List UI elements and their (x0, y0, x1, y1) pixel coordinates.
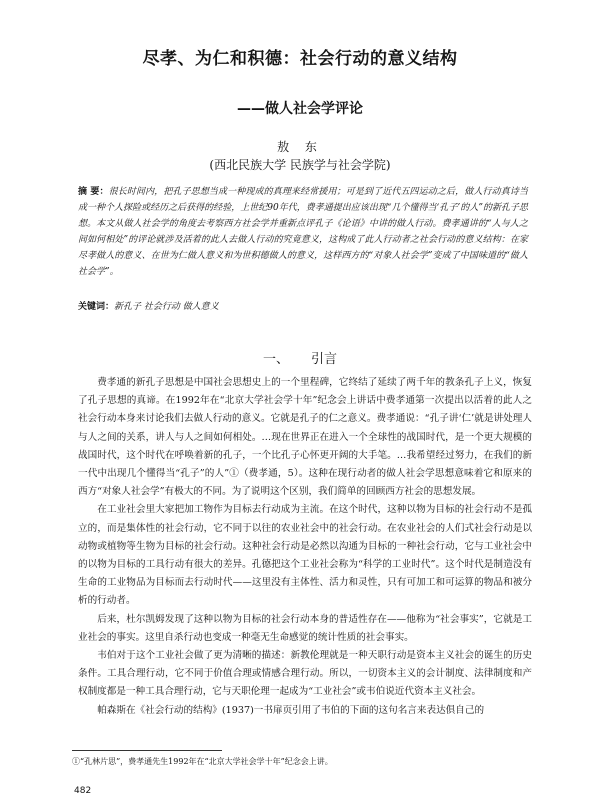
body-text (78, 374, 532, 720)
section-title: 引言 (311, 352, 338, 367)
body-paragraph: 后来，杜尔凯姆发现了这种以物为目标的社会行动本身的普适性存在——他称为“社会事实”，它就是工业社会的事实。这里自杀行动也变成一种毫无生命感觉的统计性质的社会事实。 (78, 613, 532, 643)
keywords (78, 299, 528, 315)
footnote-divider (72, 750, 222, 751)
body-paragraph: 费孝通的新孔子思想是中国社会思想史上的一个里程碑，它终结了延续了两千年的教条孔子上义，恢复了孔子思想的真谛。在1992年在“北京大学社会学十年”纪念会上讲话中费孝通第一次提出以活着的此人之社会行动本身来讨论我们去做人行动的意义。它就是孔子的仁之意义。费孝通说：“孔子讲‘仁’就是讲处理人与人之间的关系，讲人与人之间如何相处。…现在世界正在进入一个全球性的战国时代，是一个更大规模的战国时代，这个时代在呼唤着新的孔子，一个比孔子心怀更开阔的大手笔。…我希望经过努力，在我们的新一代中出现几个懂得当“孔子”的人”①（费孝通，5）。这种在现行动者的做人社会学思想意味着它和原来的西方“对象人社会学”有极大的不同。为了说明这个区别，我们简单的回顾西方社会的思想发展。 (78, 377, 532, 498)
author-affiliation: (西北民族大学 民族学与社会学院) (209, 158, 391, 172)
article-subtitle: ——做人社会学评论 (237, 101, 363, 117)
article-title: 尽孝、为仁和积德：社会行动的意义结构 (142, 49, 458, 69)
abstract (78, 184, 528, 280)
author-name: 敖 东 (277, 140, 323, 154)
abstract-text: 很长时间内，把孔子思想当成一种现成的真理来经常援用；可是到了近代五四运动之后，做人行动真诗当成一种个人探险或经历之后获得的经验，上世纪90年代，费孝通提出应该出现“几个懂得当‘孔子’的人”的新孔子思想。本文从做人社会学的角度去考察西方社会学并重新点评孔子《论语》中讲的做人行动。费孝通讲的“人与人之间如何相处”的评论就涉及活着的此人去做人行动的究竟意义，这构成了此人行动者之社会行动的意义结构：在家尽孝做人的意义、在世为仁做人意义和为世积德做人的意义，这样西方的“对象人社会学”变成了中国味道的“做人社会学”。 (78, 187, 528, 277)
body-paragraph: 韦伯对于这个工业社会做了更为清晰的描述：新教伦理就是一种天职行动是资本主义社会的诞生的历史条件。工具合理行动，它不同于价值合理或情感合理行动。所以，一切资本主义的会计制度、法律制度和产权制度都是一种工具合理行动，它与天职伦理一起成为“工业社会”或韦伯说近代资本主义社会。 (78, 650, 532, 698)
footnote: ①“孔林片思”，费孝通先生1992年在“北京大学社会学十年”纪念会上讲。 (72, 757, 333, 766)
body-paragraph: 帕森斯在《社会行动的结构》(1937)一书扉页引用了韦伯的下面的这句名言来表达俱自己的 (97, 704, 485, 716)
abstract-label: 摘 要： (78, 187, 109, 197)
section-heading (0, 348, 600, 367)
body-paragraph: 在工业社会里大家把加工物作为目标去行动成为主流。在这个时代，这种以物为目标的社会行动不是孤立的，而是集体性的社会行动，它不同于以往的农业社会中的社会行动。在农业社会的人们式社会行动是以动物或植物等生物为目标的社会行动。这种社会行动是必然以沟通为目标的一种社会行动，它与工业社会中的以物为目标的工具行动有很大的差异。孔德把这个工业社会称为“科学的工业时代”。这个时代是制造没有生命的工业物品为目标而去行动时代——这里没有主体性、活力和灵性，只有可加工和可运算的物品和被分析的行动者。 (78, 504, 532, 607)
section-number: 一、 (262, 352, 289, 367)
page-number: 482 (74, 786, 92, 796)
keywords-label: 关键词： (78, 302, 115, 312)
keywords-text: 新孔子 社会行动 做人意义 (114, 302, 219, 312)
